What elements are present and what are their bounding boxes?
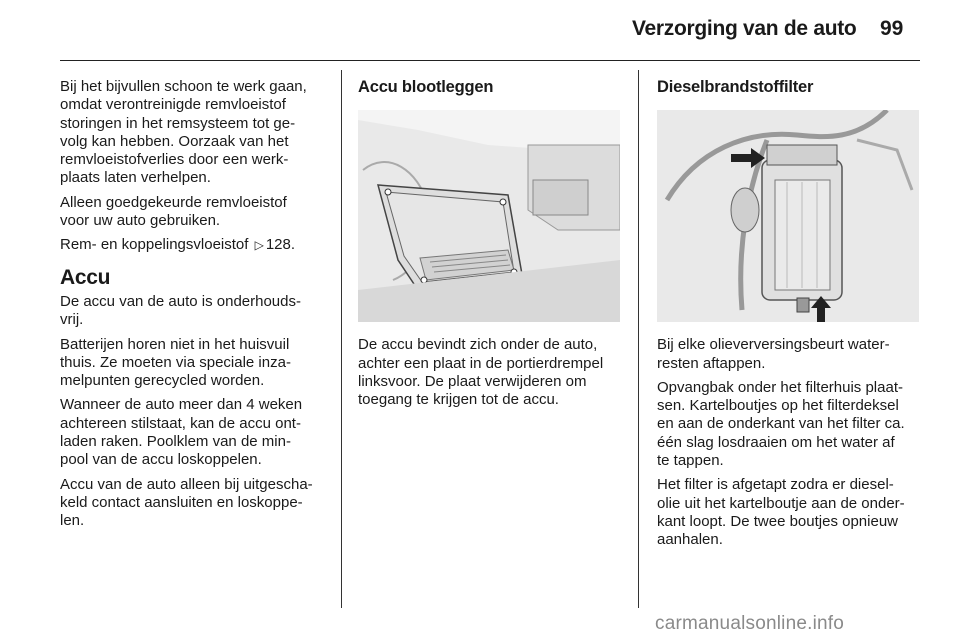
section-heading-diesel-filter: Dieselbrandstoffilter <box>657 78 814 96</box>
text-line: toegang te krijgen tot de accu. <box>358 391 559 409</box>
text-line: plaats laten verhelpen. <box>60 169 211 187</box>
paragraph-battery-location <box>358 336 624 409</box>
paragraph-long-standstill <box>60 396 335 469</box>
text-line: Alleen goedgekeurde remvloeistof <box>60 193 287 211</box>
diesel-filter-illustration <box>657 110 919 322</box>
text-line: linksvoor. De plaat verwijderen om <box>358 372 587 390</box>
paragraph-drain-water <box>657 336 925 373</box>
text-line: sen. Kartelboutjes op het filterdeksel <box>657 397 899 415</box>
section-heading-accu-blootleggen: Accu blootleggen <box>358 78 494 96</box>
watermark: carmanualsonline.info <box>655 613 845 634</box>
text-line: keld contact aansluiten en loskoppe- <box>60 493 303 511</box>
text-line: olie uit het kartelboutje aan de onder- <box>657 494 905 512</box>
column-left <box>60 78 335 537</box>
paragraph-approved-fluid <box>60 194 335 231</box>
text-line: voor uw auto gebruiken. <box>60 212 221 230</box>
column-divider-2 <box>638 70 639 608</box>
column-divider-1 <box>341 70 342 608</box>
page-reference-triangle-icon: ▷ <box>254 238 264 253</box>
paragraph-recycling <box>60 336 335 391</box>
page-number: 99 <box>880 17 904 40</box>
text-line: vrij. <box>60 311 84 329</box>
text-line: Het filter is afgetapt zodra er diesel- <box>657 476 894 494</box>
text-line: omdat verontreinigde remvloeistof <box>60 96 286 114</box>
paragraph-fluid-reference <box>60 236 335 254</box>
text-line: achtereen stilstaat, kan de accu ont- <box>60 414 301 432</box>
text-line: kant loopt. De twee boutjes opnieuw <box>657 512 898 530</box>
section-heading-accu: Accu <box>60 265 111 289</box>
text-line: De accu bevindt zich onder de auto, <box>358 336 598 354</box>
reference-page-link[interactable]: 128. <box>265 236 296 254</box>
text-line: resten aftappen. <box>657 354 766 372</box>
paragraph-brake-fluid-clean <box>60 78 335 188</box>
text-line: aanhalen. <box>657 531 723 549</box>
text-line: Wanneer de auto meer dan 4 weken <box>60 396 303 414</box>
header-divider <box>60 60 920 61</box>
text-line: Bij het bijvullen schoon te werk gaan, <box>60 78 307 95</box>
text-line: len. <box>60 512 85 530</box>
reference-line <box>60 236 335 254</box>
text-line: Accu van de auto alleen bij uitgescha- <box>60 475 313 493</box>
paragraph-tighten-bolts <box>657 476 925 549</box>
text-line: Opvangbak onder het filterhuis plaat- <box>657 378 903 396</box>
paragraph-ignition-off <box>60 476 335 531</box>
text-line: te tappen. <box>657 452 724 470</box>
text-line: storingen in het remsysteem tot ge- <box>60 114 296 132</box>
text-line: melpunten gerecycled worden. <box>60 372 265 390</box>
door-sill-panel-drawing <box>358 110 620 322</box>
paragraph-maintenance-free <box>60 293 335 330</box>
battery-cover-illustration <box>358 110 620 322</box>
text-line: thuis. Ze moeten via speciale inza- <box>60 353 291 371</box>
text-line: remvloeistofverlies door een werk- <box>60 151 289 169</box>
reference-text: Rem- en koppelingsvloeistof <box>60 236 249 254</box>
text-line: pool van de accu loskoppelen. <box>60 451 262 469</box>
page-header <box>0 0 960 62</box>
text-line: volg kan hebben. Oorzaak van het <box>60 132 289 150</box>
column-middle <box>358 78 624 415</box>
text-line: Bij elke olieverversingsbeurt water- <box>657 336 890 354</box>
fuel-filter-drawing <box>657 110 919 322</box>
text-line: laden raken. Poolklem van de min- <box>60 433 291 451</box>
header-title: Verzorging van de auto <box>632 17 857 40</box>
text-line: één slag losdraaien om het water af <box>657 433 895 451</box>
text-line: De accu van de auto is onderhouds- <box>60 292 301 310</box>
column-right <box>657 78 925 556</box>
text-line: achter een plaat in de portierdrempel <box>358 354 604 372</box>
paragraph-loosen-bolts <box>657 379 925 470</box>
text-line: Batterijen horen niet in het huisvuil <box>60 335 290 353</box>
text-line: en aan de onderkant van het filter ca. <box>657 415 905 433</box>
